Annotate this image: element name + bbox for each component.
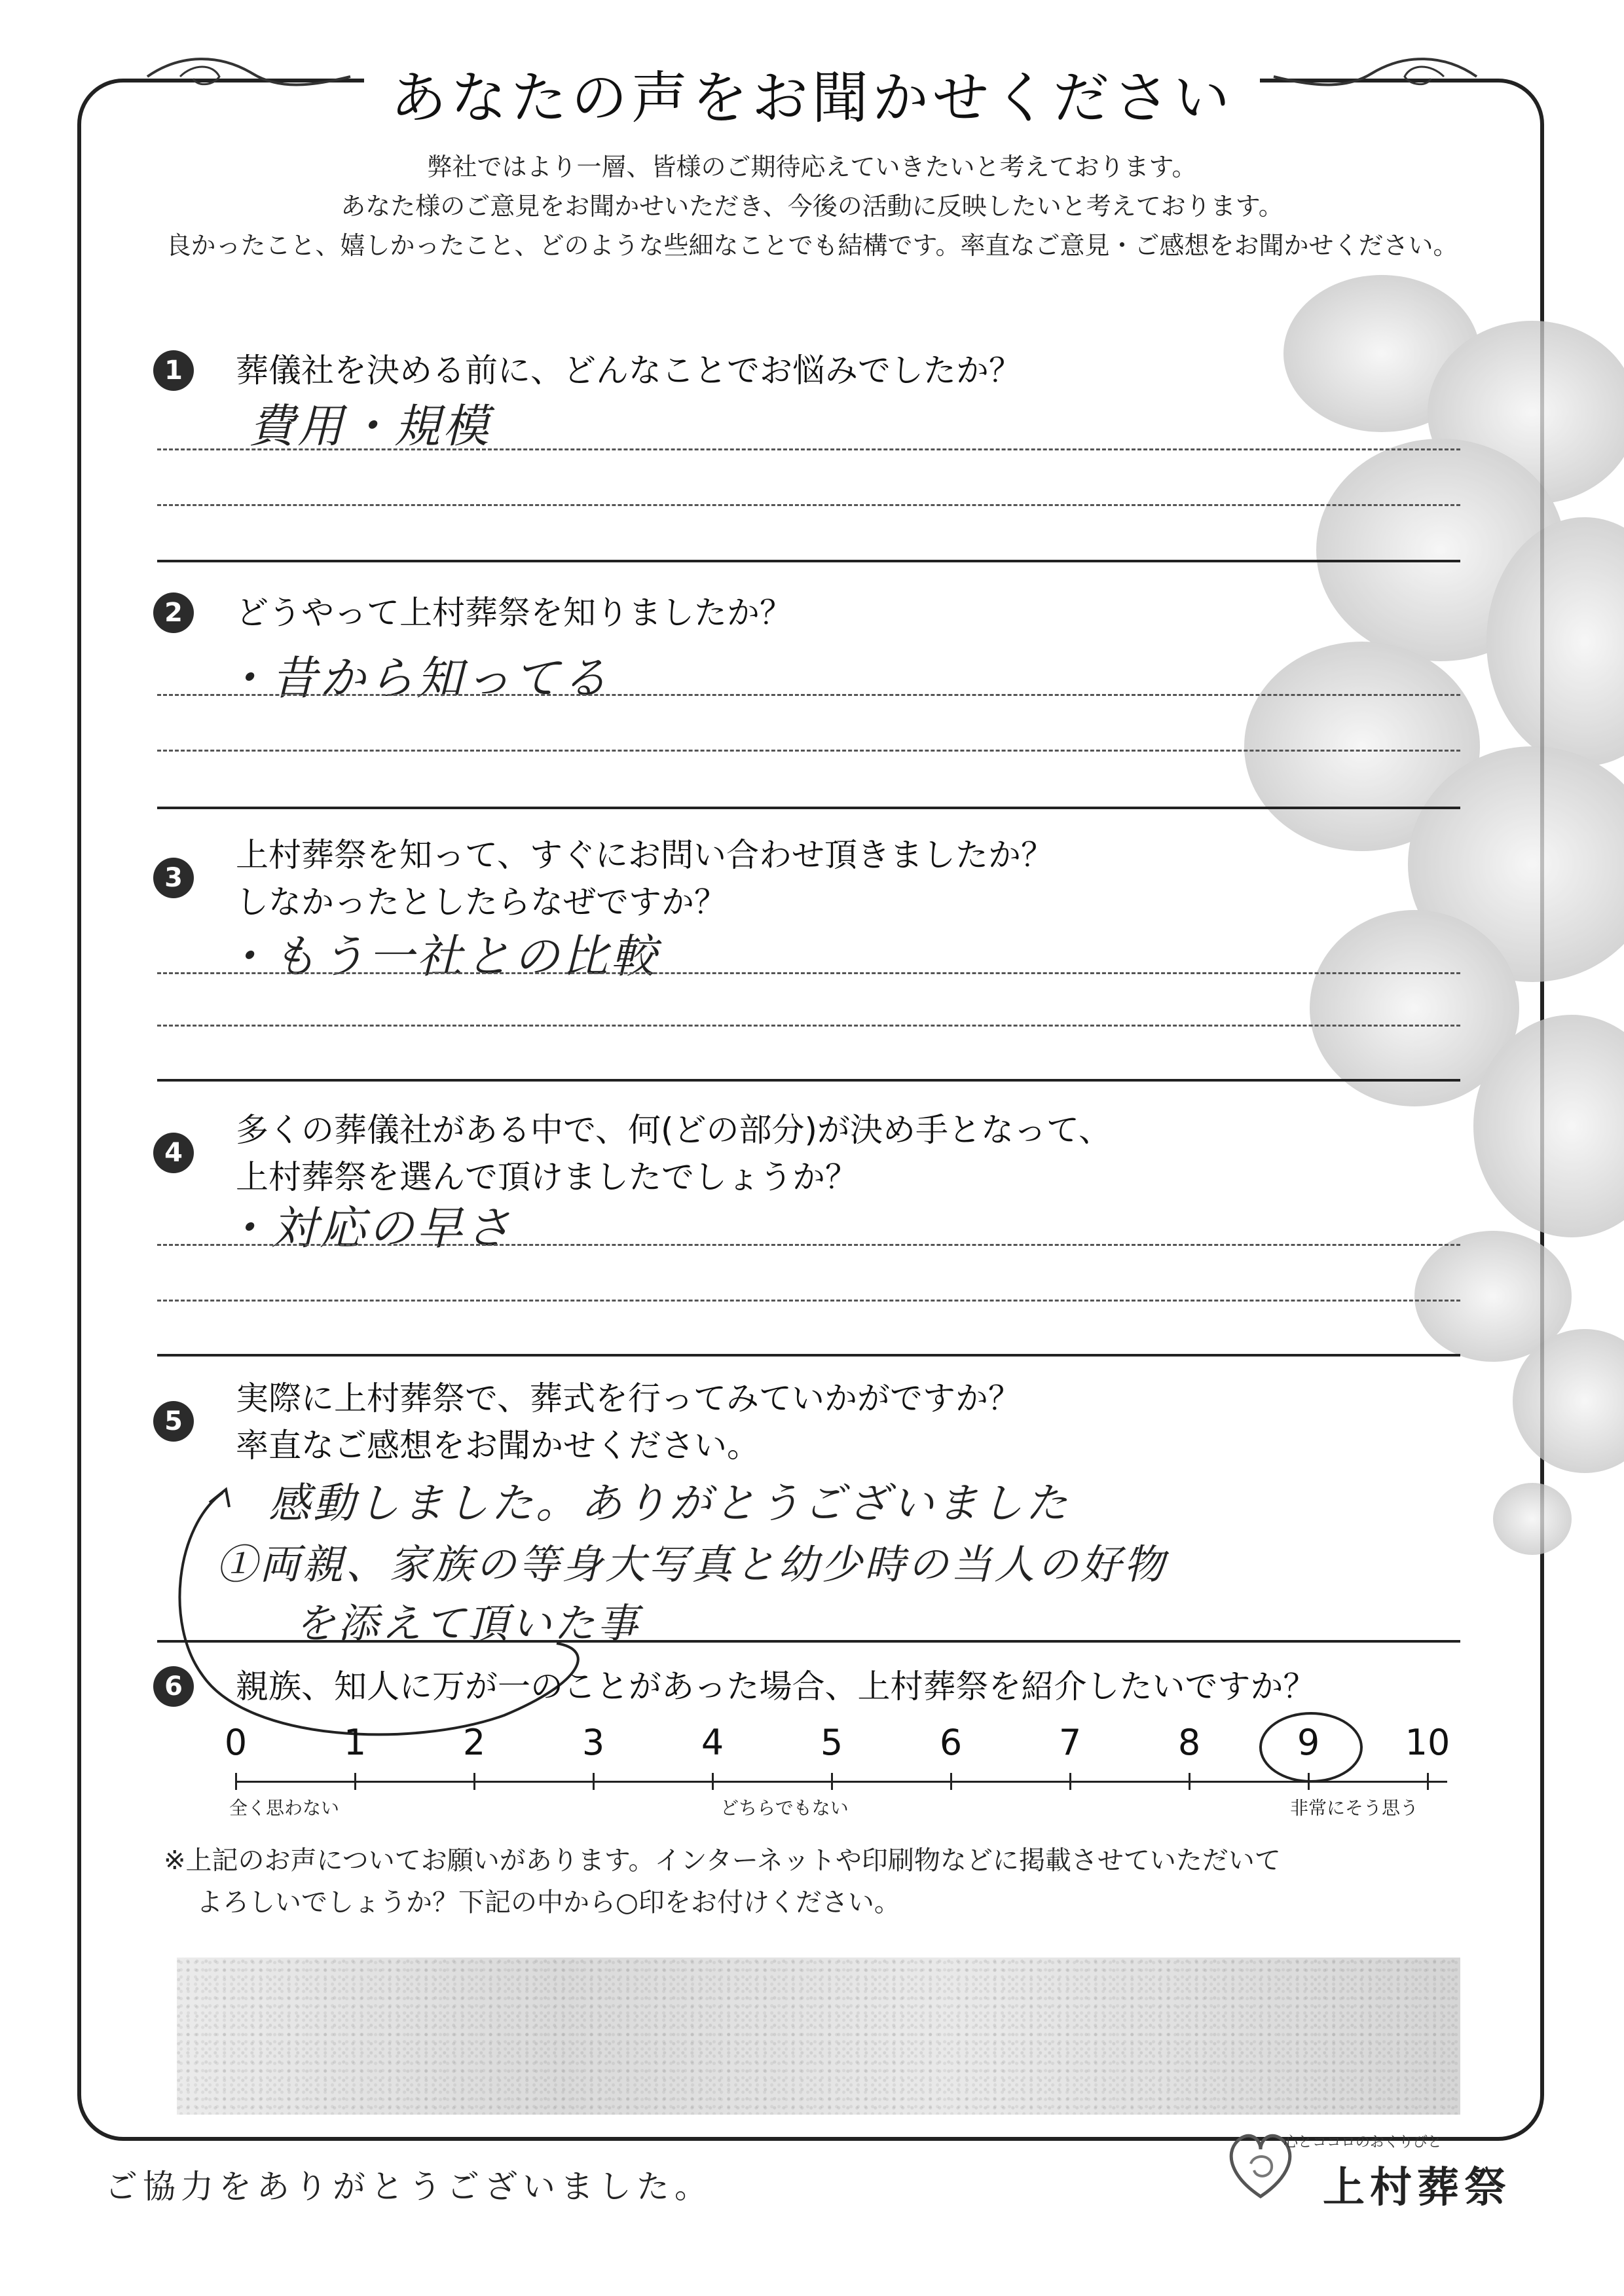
scale-value-1: 1 — [343, 1722, 367, 1763]
page-title: あなたの声をお聞かせください — [364, 52, 1260, 134]
answer-line — [157, 504, 1460, 506]
answer-line — [157, 750, 1460, 752]
scale-label-high: 非常にそう思う — [1290, 1797, 1419, 1819]
clover-decoration — [1166, 275, 1624, 1781]
note-line: よろしいでしょうか？下記の中から○印をお付けください。 — [196, 1887, 900, 1918]
answer-5-line-1: 感動しました。ありがとうございました — [268, 1480, 1070, 1528]
brand-name: 上村葬祭 — [1323, 2164, 1511, 2212]
question-text: どうやって上村葬祭を知りましたか？ — [236, 594, 792, 632]
answer-line — [157, 1300, 1460, 1302]
scale-value-5: 5 — [820, 1722, 843, 1763]
scale-value-4: 4 — [701, 1722, 724, 1763]
section-divider — [157, 807, 1460, 809]
scale-label-low: 全く思わない — [229, 1797, 340, 1819]
scale-value-7: 7 — [1058, 1722, 1082, 1763]
selected-value-circle — [1259, 1712, 1363, 1783]
question-number-badge: 6 — [153, 1666, 194, 1707]
answer-2: ・昔から知ってる — [223, 651, 610, 705]
question-number-badge: 3 — [153, 858, 194, 898]
answer-5-line-3: を添えて頂いた事 — [295, 1599, 641, 1647]
scale-axis — [236, 1781, 1447, 1783]
question-text: 実際に上村葬祭で、葬式を行ってみていかがですか？ — [236, 1379, 1021, 1417]
question-text: 葬儀社を決める前に、どんなことでお悩みでしたか？ — [236, 352, 1022, 390]
title-wrap — [0, 52, 1624, 134]
answer-line — [157, 448, 1460, 450]
question-text: 上村葬祭を知って、すぐにお問い合わせ頂きましたか？ — [236, 836, 1054, 874]
section-divider — [157, 560, 1460, 562]
intro-line: あなた様のご意見をお聞かせいただき、今後の活動に反映したいと考えております。 — [341, 192, 1283, 221]
intro-line: 良かったこと、嬉しかったこと、どのような些細なことでも結構です。率直なご意見・ご感想をお聞かせください。 — [166, 231, 1458, 260]
scale-value-6: 6 — [939, 1722, 963, 1763]
question-text: 多くの葬儀社がある中で、何(どの部分)が決め手となって、 — [236, 1111, 1112, 1149]
question-text: 上村葬祭を選んで頂けましたでしょうか？ — [236, 1158, 858, 1196]
answer-1: 費用・規模 — [249, 399, 491, 453]
scale-value-0: 0 — [224, 1722, 248, 1763]
thanks-message: ご協力をありがとうございました。 — [105, 2168, 712, 2206]
scale-value-8: 8 — [1177, 1722, 1201, 1763]
answer-3: ・もう一社との比較 — [223, 930, 659, 983]
scale-value-9: 9 — [1297, 1722, 1320, 1763]
section-divider — [157, 1354, 1460, 1357]
answer-line — [157, 1244, 1460, 1246]
scale-value-3: 3 — [581, 1722, 605, 1763]
section-divider — [157, 1640, 1460, 1643]
brand-tagline: 心とココロのおくりびと — [1283, 2134, 1443, 2151]
answer-5-line-2: ①両親、家族の等身大写真と幼少時の当人の好物 — [216, 1540, 1168, 1588]
answer-line — [157, 1025, 1460, 1027]
redacted-area — [177, 1958, 1460, 2115]
question-number-badge: 4 — [153, 1133, 194, 1173]
answer-line — [157, 972, 1460, 974]
answer-4: ・対応の早さ — [223, 1201, 513, 1255]
question-number-badge: 2 — [153, 592, 194, 633]
question-number-badge: 5 — [153, 1401, 194, 1442]
note-line: ※上記のお声についてお願いがあります。インターネットや印刷物などに掲載させていただいて — [164, 1846, 1281, 1876]
answer-line — [157, 694, 1460, 696]
intro-text — [0, 147, 1624, 265]
question-text: 親族、知人に万が一のことがあった場合、上村葬祭を紹介したいですか？ — [236, 1667, 1316, 1705]
section-divider — [157, 1079, 1460, 1082]
scale-value-10: 10 — [1405, 1722, 1450, 1763]
scale-value-2: 2 — [462, 1722, 486, 1763]
intro-line: 弊社ではより一層、皆様のご期待応えていきたいと考えております。 — [427, 153, 1197, 181]
scale-label-mid: どちらでもない — [720, 1797, 849, 1819]
question-text: 率直なご感想をお聞かせください。 — [236, 1427, 760, 1465]
question-number-badge: 1 — [153, 350, 194, 391]
question-text: しなかったとしたらなぜですか？ — [236, 883, 727, 921]
